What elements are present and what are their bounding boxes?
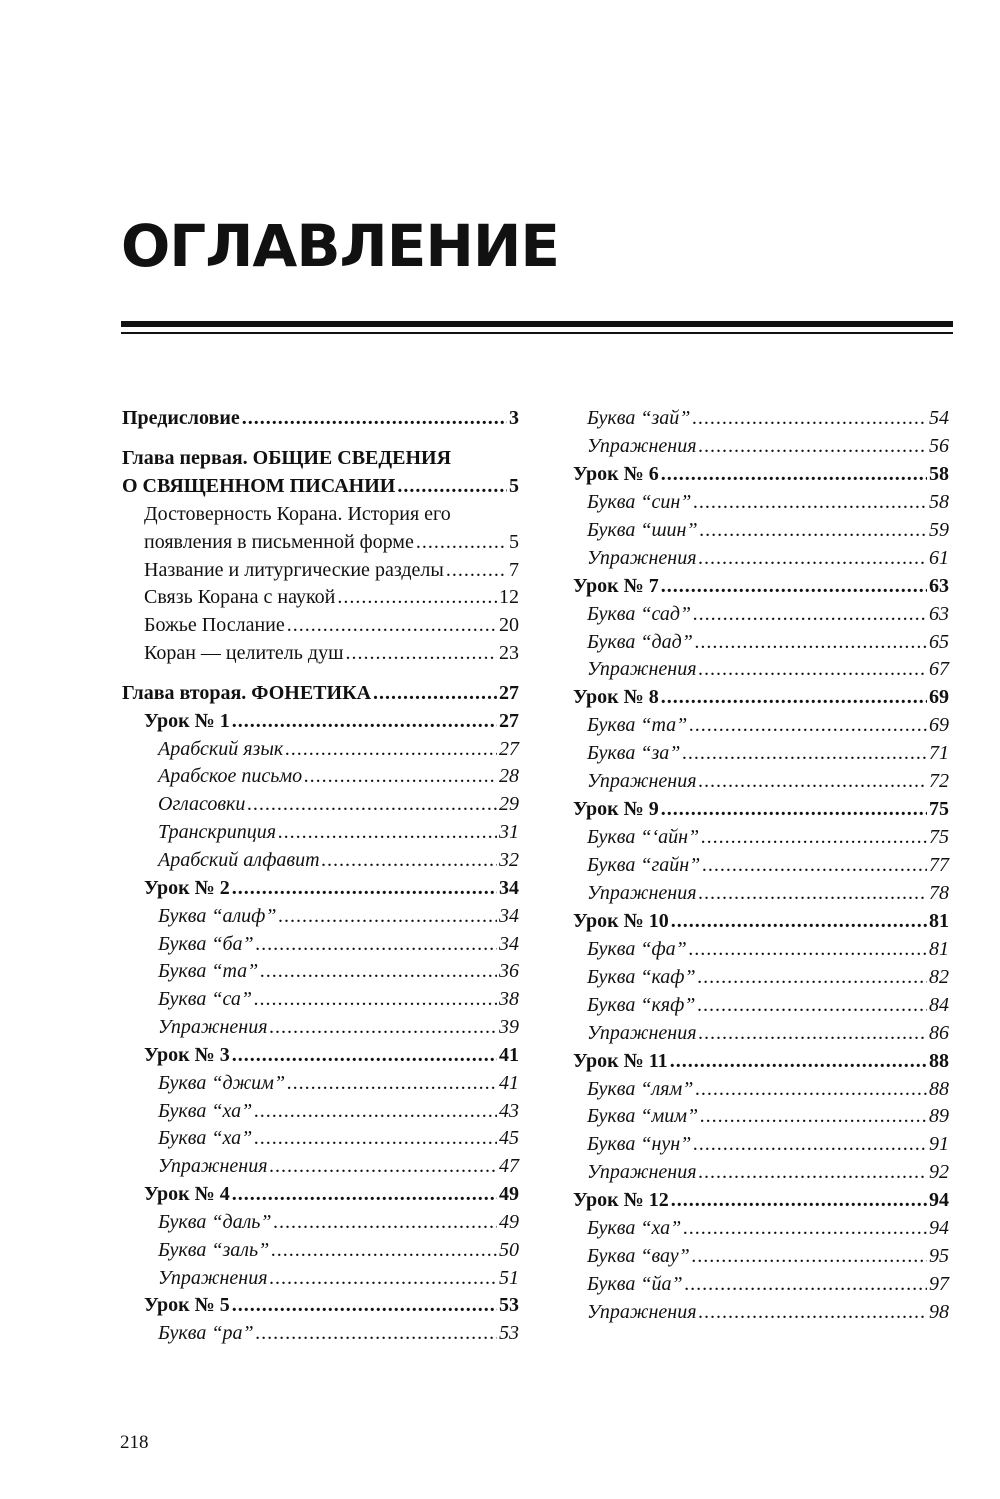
toc-entry-label: Упражнения [587,1301,697,1323]
toc-lesson-item[interactable] [573,963,949,991]
leader-dots [699,544,927,572]
toc-entry-page: 27 [499,681,519,704]
leader-dots [446,556,507,584]
toc-lesson-item[interactable] [573,628,949,656]
leader-dots [397,472,507,500]
toc-entry-label: Упражнения [587,434,697,457]
toc-lesson-item[interactable] [573,767,949,795]
leader-dots [695,1075,927,1103]
toc-lesson-item[interactable] [122,1208,519,1236]
toc-entry-label: Буква “та” [587,714,688,737]
toc-entry-label: Упражнения [587,1021,697,1044]
toc-lesson-item[interactable] [573,1019,949,1047]
toc-entry-page: 69 [929,686,949,709]
toc-lesson[interactable] [122,874,519,902]
toc-entry-page: 92 [929,1161,949,1184]
toc-entry-label: Упражнения [158,1155,268,1178]
toc-right-column [573,404,949,1326]
leader-dots [689,711,927,739]
toc-entry-label: Урок № 7 [573,574,659,597]
toc-entry-page: 45 [499,1127,519,1150]
toc-lesson-item[interactable] [122,846,519,874]
toc-entry-page: 84 [929,993,949,1016]
toc-entry-page: 78 [929,881,949,904]
toc-entry-label: Упражнения [587,546,697,569]
toc-entry-label: Урок № 4 [144,1183,230,1206]
leader-dots [287,1069,497,1097]
leader-dots [254,1097,497,1125]
leader-dots [661,683,927,711]
leader-dots [693,488,927,516]
toc-lesson-item[interactable] [573,935,949,963]
toc-section-line1[interactable]: Достоверность Корана. История его [144,502,451,525]
toc-lesson-item[interactable] [573,1158,949,1186]
toc-entry-page: 71 [929,742,949,765]
toc-entry-label: Буква “лям” [587,1077,694,1100]
toc-lesson[interactable] [573,572,949,600]
toc-entry-page: 77 [929,854,949,876]
toc-lesson-item[interactable] [573,1102,949,1130]
leader-dots [699,1019,927,1047]
toc-entry-page: 53 [499,1294,519,1317]
leader-dots [700,1102,927,1130]
toc-entry-label: Буква “даль” [158,1210,272,1233]
toc-entry-page: 27 [499,737,519,760]
toc-entry-label: Буква “дад” [587,630,693,653]
leader-dots [304,762,497,790]
toc-entry-page: 63 [929,574,949,597]
toc-entry-preface[interactable] [122,404,519,432]
toc-lessons-left [122,707,519,1347]
toc-entry-label: появления в письменной форме [144,530,414,553]
toc-section[interactable] [122,639,519,667]
toc-entry-page: 58 [929,490,949,513]
leader-dots [254,985,497,1013]
toc-entry-page: 50 [499,1238,519,1261]
toc-entry-label: Буква “йа” [587,1273,683,1296]
toc-entry-label: Упражнения [158,1266,268,1289]
toc-lesson-item[interactable] [573,1298,949,1326]
leader-dots [373,679,497,707]
leader-dots [232,1041,497,1069]
toc-entry-label: Буква “син” [587,490,692,513]
toc-lesson-item[interactable] [122,957,519,985]
leader-dots [671,907,927,935]
toc-entry-label: Огласовки [158,793,246,816]
toc-entry-label: О СВЯЩЕННОМ ПИСАНИИ [122,474,396,497]
toc-chapter1-title-line1[interactable]: Глава первая. ОБЩИЕ СВЕДЕНИЯ [122,446,452,469]
toc-entry-label: Урок № 9 [573,798,659,821]
leader-dots [256,930,497,958]
toc-section[interactable] [122,528,519,556]
toc-entry-label: Упражнения [587,658,697,681]
toc-entry-label: Буква “шин” [587,518,698,541]
toc-lesson-item[interactable] [573,488,949,516]
leader-dots [416,528,507,556]
toc-lesson[interactable] [122,1041,519,1069]
toc-lesson-item[interactable] [122,1097,519,1125]
toc-entry-label: Упражнения [587,770,697,793]
toc-entry-label: Транскрипция [158,821,277,844]
leader-dots [699,879,927,907]
toc-entry-page: 49 [499,1183,519,1206]
toc-entry-page: 49 [499,1210,519,1233]
title-rule-thick [121,321,953,327]
toc-entry-page: 36 [499,960,519,983]
toc-entry-page: 28 [499,765,519,788]
leader-dots [278,818,497,846]
toc-lesson-item[interactable] [122,1152,519,1180]
leader-dots [232,707,497,735]
toc-entry-label: Упражнения [587,881,697,904]
toc-entry-page: 5 [509,474,519,497]
toc-entry-label: Буква “‘айн” [587,826,700,849]
leader-dots [242,404,507,432]
toc-entry-label: Буква “та” [158,960,259,983]
toc-lesson[interactable] [122,1180,519,1208]
title-rule-thin [121,332,953,334]
toc-lesson[interactable] [573,795,949,823]
toc-lesson-item[interactable] [573,1270,949,1298]
toc-entry-label: Урок № 8 [573,686,659,709]
toc-entry-label: Буква “са” [158,988,252,1011]
toc-entry-page: 20 [499,614,519,637]
toc-section[interactable] [122,611,519,639]
toc-lesson-item[interactable] [122,1236,519,1264]
toc-entry-label: Урок № 2 [144,876,230,899]
page-number: 218 [120,1432,149,1453]
leader-dots [256,1319,497,1347]
leader-dots [698,963,927,991]
toc-entry-page: 95 [929,1245,949,1268]
toc-entry-page: 34 [499,904,519,927]
toc-entry-page: 89 [929,1105,949,1128]
leader-dots [345,639,497,667]
toc-entry-page: 61 [929,546,949,569]
leader-dots [695,628,927,656]
toc-right-list [573,404,949,1326]
toc-entry-label: Буква “ха” [587,1217,682,1240]
toc-entry-page: 69 [929,714,949,737]
toc-lesson-item[interactable] [122,735,519,763]
toc-entry-page: 41 [499,1043,519,1066]
toc-entry-page: 56 [929,434,949,457]
toc-entry-page: 31 [499,821,519,844]
toc-entry-label: Буква “каф” [587,965,696,988]
leader-dots [670,1047,927,1075]
leader-dots [661,460,927,488]
toc-entry-label: Буква “ра” [158,1322,254,1345]
toc-lesson-item[interactable] [573,404,949,432]
toc-entry-page: 38 [499,988,519,1011]
toc-entry-label: Упражнения [158,1016,268,1039]
toc-section[interactable] [122,583,519,611]
toc-entry-label: Название и литургические разделы [144,558,444,581]
toc-lesson-item[interactable] [573,823,949,851]
toc-entry-label: Буква “алиф” [158,904,277,927]
toc-entry-label: Урок № 10 [573,909,669,932]
toc-entry-page: 81 [929,937,949,960]
leader-dots [270,1152,497,1180]
toc-lesson-item[interactable] [573,739,949,767]
toc-lesson-item[interactable] [122,1069,519,1097]
toc-chapter1-title-line2[interactable] [122,472,519,500]
toc-entry-label: Буква “кяф” [587,993,696,1016]
toc-entry-page: 27 [499,709,519,732]
toc-entry-label: Арабский язык [158,737,284,760]
toc-entry-page: 12 [499,586,519,609]
toc-lesson-item[interactable] [573,544,949,572]
toc-lesson-item[interactable] [573,600,949,628]
leader-dots [279,902,498,930]
toc-lesson-item[interactable] [573,851,949,879]
toc-lesson[interactable] [573,460,949,488]
leader-dots [271,1236,497,1264]
toc-entry-page: 88 [929,1077,949,1100]
toc-entry-label: Урок № 5 [144,1294,230,1317]
toc-entry-label: Арабское письмо [158,765,303,788]
toc-entry-label: Буква “джим” [158,1071,286,1094]
toc-lesson-item[interactable] [122,930,519,958]
leader-dots [661,795,927,823]
leader-dots [692,1242,927,1270]
toc-entry-label: Урок № 6 [573,462,659,485]
toc-entry-label: Буква “сад” [587,602,692,625]
toc-entry-page: 7 [509,558,519,581]
leader-dots [697,991,927,1019]
toc-entry-page: 94 [929,1217,949,1240]
toc-lesson-item[interactable] [122,762,519,790]
toc-lesson-item[interactable] [122,1264,519,1292]
toc-lesson[interactable] [573,907,949,935]
toc-lesson-item[interactable] [573,432,949,460]
toc-entry-page: 54 [929,407,949,429]
leader-dots [693,600,927,628]
toc-entry-page: 47 [499,1155,519,1178]
toc-lesson-item[interactable] [122,1013,519,1041]
toc-entry-page: 75 [929,826,949,849]
toc-entry-label: Буква “зай” [587,407,691,429]
toc-left-column [122,404,519,1347]
toc-entry-page: 34 [499,876,519,899]
toc-entry-label: Буква “фа” [587,937,687,960]
leader-dots [702,851,927,879]
toc-entry-page: 86 [929,1021,949,1044]
toc-entry-label: Урок № 1 [144,709,230,732]
toc-entry-label: Буква “мим” [587,1105,699,1128]
toc-lesson-item[interactable] [573,879,949,907]
leader-dots [692,404,927,432]
toc-lesson-item[interactable] [122,790,519,818]
leader-dots [682,739,927,767]
leader-dots [254,1124,497,1152]
leader-dots [671,1186,927,1214]
toc-entry-page: 59 [929,518,949,541]
toc-entry-page: 39 [499,1016,519,1039]
leader-dots [699,767,927,795]
toc-entry-label: Упражнения [587,1161,697,1184]
toc-entry-page: 88 [929,1049,949,1072]
toc-entry-page: 43 [499,1099,519,1122]
toc-entry-label: Арабский алфавит [158,848,320,871]
toc-entry-page: 23 [499,642,519,665]
toc-lesson[interactable] [122,707,519,735]
toc-lesson[interactable] [122,1291,519,1319]
leader-dots [232,1291,497,1319]
toc-entry-label: Связь Корана с наукой [144,586,336,609]
toc-entry-label: Предисловие [122,407,240,429]
toc-lesson-item[interactable] [122,902,519,930]
toc-lesson-item[interactable] [573,1214,949,1242]
toc-entry-page: 72 [929,770,949,793]
leader-dots [689,935,927,963]
leader-dots [287,611,497,639]
toc-entry-label: Коран — целитель душ [144,642,344,665]
leader-dots [260,957,497,985]
leader-dots [683,1214,927,1242]
toc-entry-page: 65 [929,630,949,653]
leader-dots [232,874,497,902]
leader-dots [685,1270,927,1298]
toc-lesson-item[interactable] [573,1242,949,1270]
leader-dots [700,516,927,544]
toc-entry-label: Буква “ха” [158,1099,253,1122]
toc-entry-label: Урок № 12 [573,1189,669,1212]
toc-chapter2[interactable] [122,679,519,707]
toc-lesson-item[interactable] [573,1075,949,1103]
leader-dots [270,1264,497,1292]
page-title: ОГЛАВЛЕНИЕ [121,212,560,280]
toc-entry-label: Буква “ха” [158,1127,253,1150]
toc-entry-page: 75 [929,798,949,821]
leader-dots [699,432,927,460]
toc-entry-page: 3 [509,407,519,429]
leader-dots [232,1180,497,1208]
toc-entry-label: Буква “заль” [158,1238,270,1261]
toc-entry-page: 29 [499,793,519,816]
toc-entry-label: Буква “гайн” [587,854,701,876]
toc-entry-page: 32 [499,848,519,871]
toc-entry-label: Урок № 3 [144,1043,230,1066]
toc-entry-page: 51 [499,1266,519,1289]
leader-dots [699,655,927,683]
leader-dots [247,790,497,818]
toc-entry-page: 41 [499,1071,519,1094]
leader-dots [337,583,497,611]
toc-lesson-item[interactable] [122,1319,519,1347]
toc-lesson-item[interactable] [573,991,949,1019]
toc-lesson-item[interactable] [573,1130,949,1158]
toc-entry-page: 82 [929,965,949,988]
leader-dots [285,735,497,763]
toc-entry-page: 98 [929,1301,949,1323]
leader-dots [270,1013,497,1041]
toc-lesson-item[interactable] [573,655,949,683]
toc-entry-page: 91 [929,1133,949,1156]
toc-entry-page: 58 [929,462,949,485]
toc-entry-label: Божье Послание [144,614,285,637]
toc-entry-page: 67 [929,658,949,681]
toc-entry-label: Буква “вау” [587,1245,690,1268]
toc-lesson-item[interactable] [122,1124,519,1152]
leader-dots [322,846,497,874]
toc-lesson-item[interactable] [122,818,519,846]
toc-lesson[interactable] [573,1047,949,1075]
leader-dots [699,1298,927,1326]
toc-lesson[interactable] [573,1186,949,1214]
toc-entry-page: 81 [929,909,949,932]
toc-entry-page: 97 [929,1273,949,1296]
toc-entry-label: Буква “нун” [587,1133,692,1156]
toc-entry-label: Буква “ба” [158,932,254,955]
toc-entry-page: 5 [509,530,519,553]
leader-dots [693,1130,927,1158]
toc-lesson-item[interactable] [573,516,949,544]
toc-lesson-item[interactable] [122,985,519,1013]
toc-entry-page: 34 [499,932,519,955]
leader-dots [274,1208,497,1236]
toc-lesson-item[interactable] [573,711,949,739]
toc-entry-page: 63 [929,602,949,625]
toc-section[interactable] [122,556,519,584]
leader-dots [661,572,927,600]
toc-entry-label: Буква “за” [587,742,681,765]
toc-entry-label: Урок № 11 [573,1049,668,1072]
toc-lesson[interactable] [573,683,949,711]
leader-dots [699,1158,927,1186]
leader-dots [701,823,927,851]
toc-entry-label: Глава вторая. ФОНЕТИКА [122,681,372,704]
toc-entry-page: 53 [499,1322,519,1345]
toc-entry-page: 94 [929,1189,949,1212]
